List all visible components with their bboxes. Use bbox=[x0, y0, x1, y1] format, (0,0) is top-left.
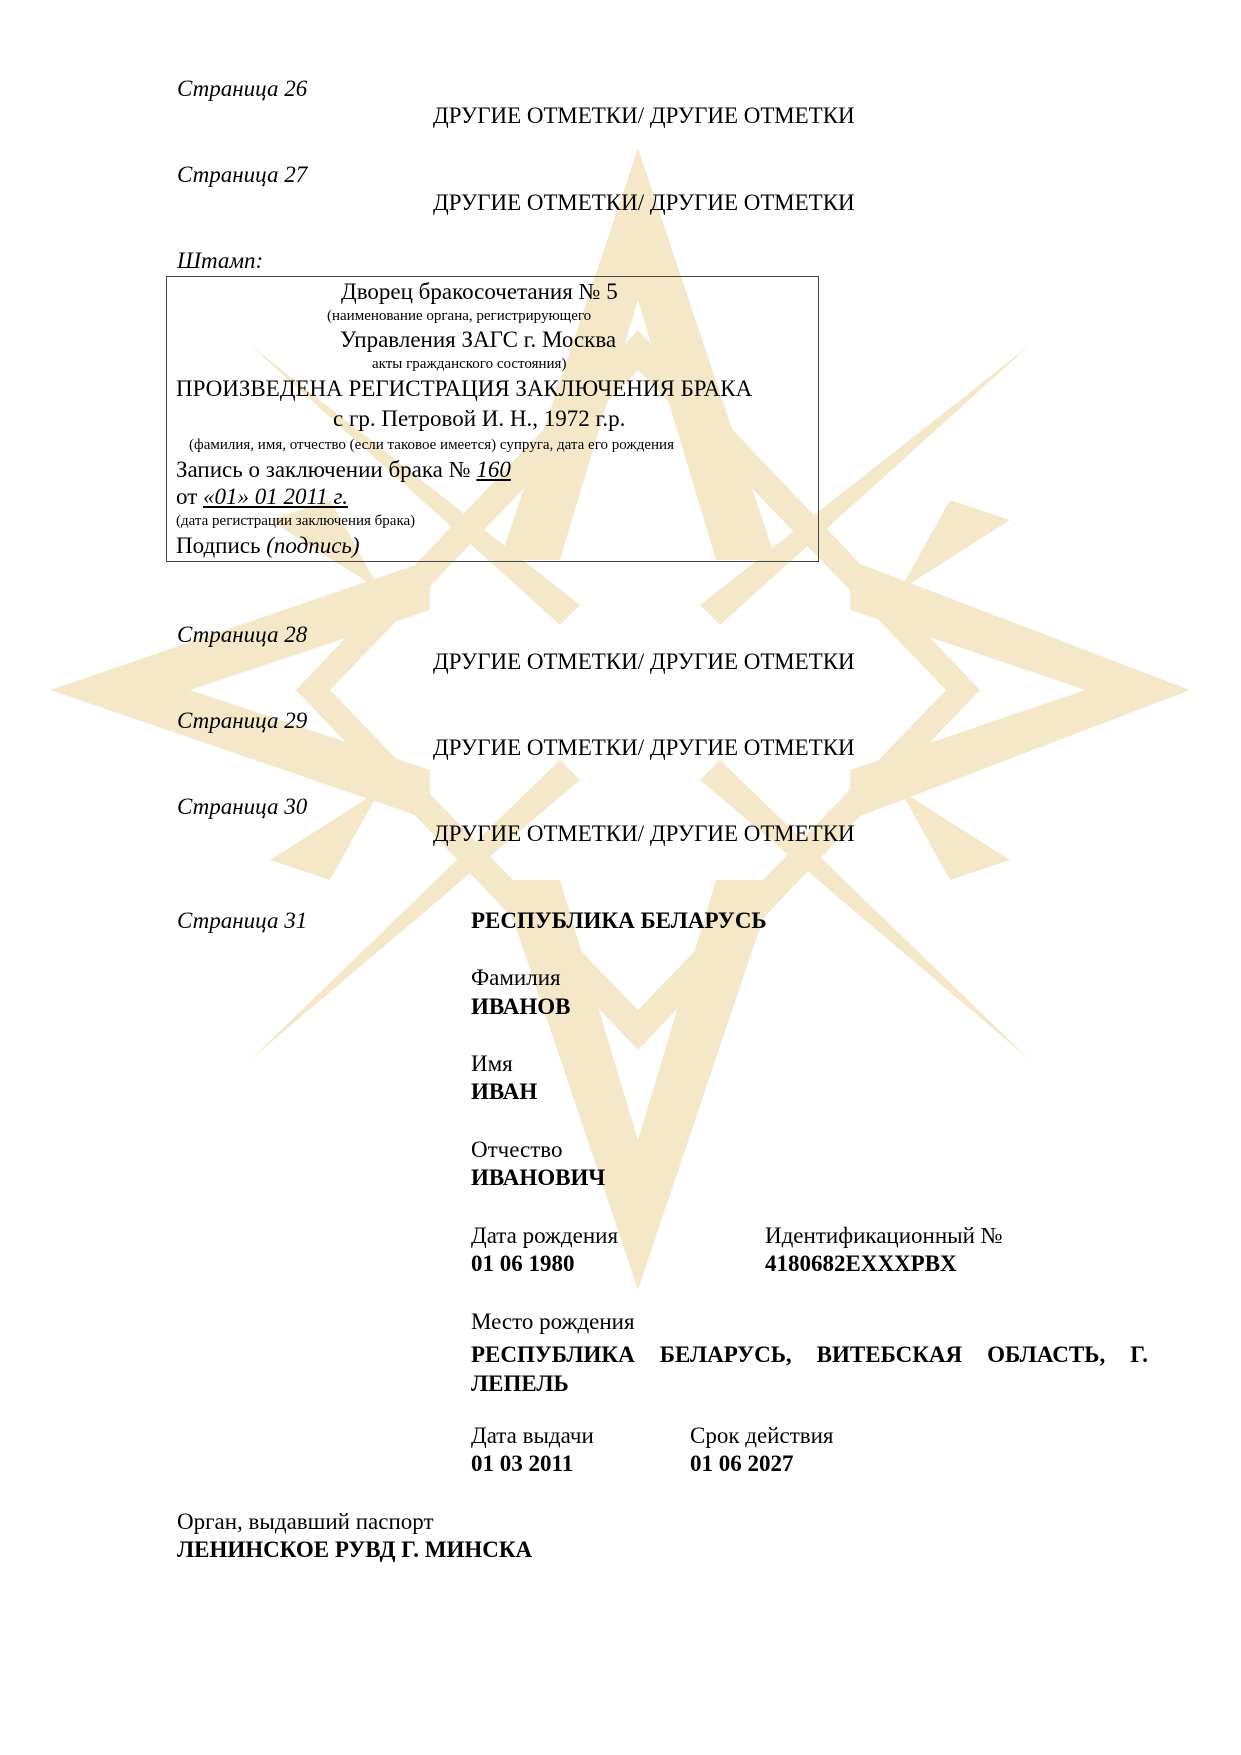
id-label: Идентификационный № bbox=[765, 1223, 1003, 1248]
other-marks-28: ДРУГИЕ ОТМЕТКИ/ ДРУГИЕ ОТМЕТКИ bbox=[433, 649, 855, 674]
name-label: Имя bbox=[471, 1051, 513, 1076]
stamp-signature: Подпись (подпись) bbox=[176, 533, 360, 558]
pob-label: Место рождения bbox=[471, 1309, 635, 1334]
surname-label: Фамилия bbox=[471, 965, 561, 990]
surname-value: ИВАНОВ bbox=[471, 994, 571, 1019]
stamp-registration: ПРОИЗВЕДЕНА РЕГИСТРАЦИЯ ЗАКЛЮЧЕНИЯ БРАКА bbox=[176, 376, 753, 401]
expiry-value: 01 06 2027 bbox=[690, 1451, 794, 1476]
authority-value: ЛЕНИНСКОЕ РУВД Г. МИНСКА bbox=[177, 1537, 533, 1562]
stamp-note-office: (наименование органа, регистрирующего bbox=[327, 308, 592, 324]
name-value: ИВАН bbox=[471, 1079, 538, 1104]
stamp-date-value: «01» 01 2011 г. bbox=[203, 484, 348, 509]
stamp-department: Управления ЗАГС г. Москва bbox=[340, 327, 617, 352]
stamp-signature-value: (подпись) bbox=[266, 533, 360, 558]
stamp-spouse: с гр. Петровой И. Н., 1972 г.р. bbox=[333, 406, 626, 431]
stamp-note-date: (дата регистрации заключения брака) bbox=[176, 513, 416, 529]
id-value: 4180682EXXXPBX bbox=[765, 1251, 957, 1276]
patronymic-value: ИВАНОВИЧ bbox=[471, 1165, 606, 1190]
other-marks-29: ДРУГИЕ ОТМЕТКИ/ ДРУГИЕ ОТМЕТКИ bbox=[433, 735, 855, 760]
stamp-record-number: 160 bbox=[476, 457, 511, 482]
other-marks-27: ДРУГИЕ ОТМЕТКИ/ ДРУГИЕ ОТМЕТКИ bbox=[433, 190, 855, 215]
stamp-note-department: акты гражданского состояния) bbox=[372, 356, 567, 372]
page-label-26: Страница 26 bbox=[177, 76, 308, 101]
stamp-note-spouse: (фамилия, имя, отчество (если таковое имеется) супруга, дата его рождения bbox=[189, 437, 674, 453]
expiry-label: Срок действия bbox=[690, 1423, 834, 1448]
stamp-record: Запись о заключении брака № 160 bbox=[176, 457, 511, 482]
dob-label: Дата рождения bbox=[471, 1223, 619, 1248]
page-label-30: Страница 30 bbox=[177, 794, 308, 819]
patronymic-label: Отчество bbox=[471, 1137, 563, 1162]
other-marks-26: ДРУГИЕ ОТМЕТКИ/ ДРУГИЕ ОТМЕТКИ bbox=[433, 103, 855, 128]
page-label-29: Страница 29 bbox=[177, 708, 308, 733]
issue-date-label: Дата выдачи bbox=[471, 1423, 594, 1448]
stamp-label: Штамп: bbox=[177, 248, 264, 273]
dob-value: 01 06 1980 bbox=[471, 1251, 575, 1276]
authority-label: Орган, выдавший паспорт bbox=[177, 1509, 434, 1534]
other-marks-30: ДРУГИЕ ОТМЕТКИ/ ДРУГИЕ ОТМЕТКИ bbox=[433, 821, 855, 846]
pob-value: РЕСПУБЛИКА БЕЛАРУСЬ, ВИТЕБСКАЯ ОБЛАСТЬ, Г. ЛЕПЕЛЬ bbox=[471, 1342, 1148, 1396]
page-label-31: Страница 31 bbox=[177, 908, 308, 933]
page-label-28: Страница 28 bbox=[177, 622, 308, 647]
country-heading: РЕСПУБЛИКА БЕЛАРУСЬ bbox=[471, 908, 767, 933]
issue-date-value: 01 03 2011 bbox=[471, 1451, 574, 1476]
stamp-office: Дворец бракосочетания № 5 bbox=[341, 279, 618, 304]
page-label-27: Страница 27 bbox=[177, 162, 308, 187]
stamp-box bbox=[166, 276, 819, 562]
stamp-date: от «01» 01 2011 г. bbox=[176, 484, 348, 509]
